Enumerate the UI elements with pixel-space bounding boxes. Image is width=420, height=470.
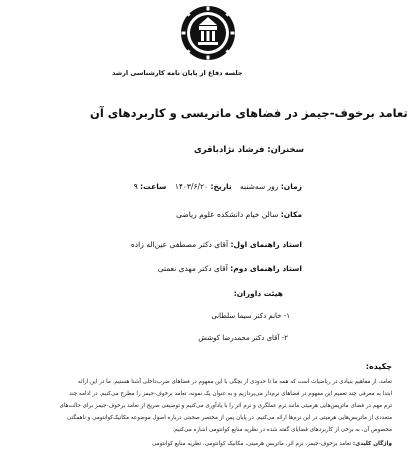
date-value: ۱۴۰۳/۶/۲۰ [174,182,209,191]
day-value: روز سه‌شنبه [240,182,279,191]
hour-label: ساعت: [140,182,167,191]
second-advisor-name: آقای دکتر مهدی نعمتی [157,264,228,273]
abstract-line: مخصوص آن، به برخی از کاربردهای قضایای گفته شده در نظریه منابع کوانتومی اشاره می‌کنیم. [172,427,392,433]
abstract-line: ترم مهم در فضای ماتریس‌هایی هرمیتی مانند نرم عملگری و نرم اثر را با یادآوری می‌کنیم و توصیفی صریح از تعامد برخوف-جیمز برای حالت‌های [59,403,392,409]
first-advisor-label: استاد راهنمای اول: [230,240,302,249]
venue-value: سالن خیام دانشکده علوم ریاضی [176,210,279,219]
second-advisor-label: استاد راهنمای دوم: [230,264,302,273]
abstract-heading: چکیده: [365,362,392,371]
hour-value: ۹ [133,182,138,191]
venue-label: مکان: [280,210,302,219]
abstract-line: متعددی از ماتریس‌هایی هرمیتی در این نرم‌ها ارائه می‌کنیم. در پایان پس از مختصر صحبتی درباره اصول موضوعه مکانیک‌کوانتومی و ناهمگنی [67,415,392,421]
abstract-line: ابتدا به معرفی چند تعمیم این مفهوم در فضاهای نرم‌دار می‌پردازیم و به عنوان یک نمونه، تعامد برخوف-جیمز را مطرح می‌کنیم. در ادامه چند [69,391,392,397]
keywords-value: تعامد برخوف-جیمز، نرم اثر، ماتریس هرمیتی، مکانیک کوانتومی، نظریه منابع کوانتومی [151,441,352,447]
speaker-line [194,145,304,155]
keywords-line [37,440,392,449]
date-label: تاریخ: [210,182,232,191]
time-label: زمان: [280,182,302,191]
university-logo-icon [173,4,243,62]
jury-heading: هیئت داوران: [233,289,283,298]
first-advisor-line [131,240,302,249]
jury-member: ۱- خانم دکتر سیما سلطانی [211,312,290,320]
speaker-name: فرشاد نژادباقری [193,145,265,155]
first-advisor-name: آقای دکتر مصطفی عین‌اله زاده [130,240,229,249]
thesis-title: تعامد برخوف-جیمز در فضاهای ماتریسی و کاربردهای آن [90,106,408,120]
session-line: جلسه دفاع از پایان نامه کارشناسی ارشد [112,69,243,77]
keywords-label: واژگان کلیدی: [352,441,392,447]
jury-member: ۲- آقای دکتر محمدرضا کوشش [198,334,288,342]
abstract-line: تعامد، از مفاهیم بنیادی در ریاضیات است که همه ما تا حدودی از بچگی با این مفهوم در فضاهای ضرب‌داخلی آشنا هستیم. ما در این ارائه [77,379,392,385]
second-advisor-line [158,264,302,273]
speaker-label: سخنران: [267,145,304,155]
schedule-line [134,182,302,191]
venue-line [176,210,302,219]
